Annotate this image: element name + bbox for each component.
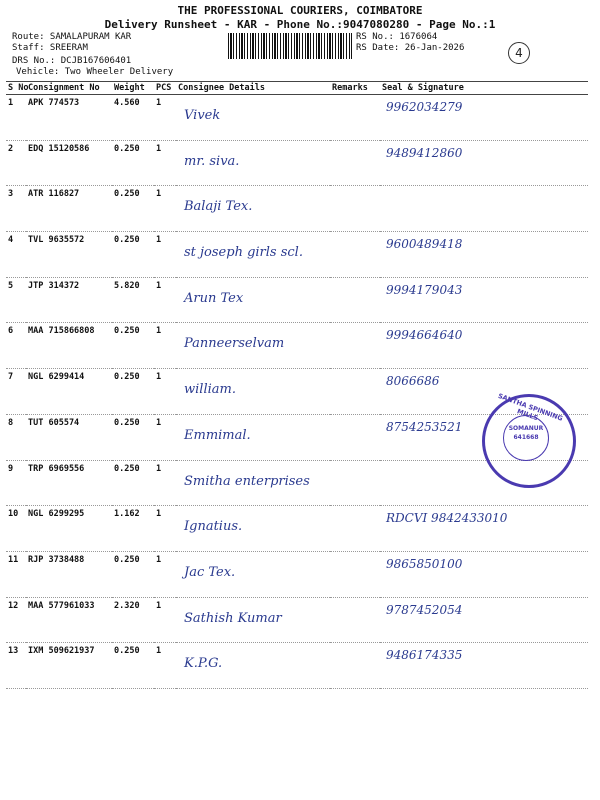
row-pcs: 1 (154, 597, 176, 643)
col-pcs: PCS (154, 82, 176, 95)
row-pcs: 1 (154, 460, 176, 506)
consignee-handwriting: st joseph girls scl. (184, 245, 303, 261)
row-sno: 6 (6, 323, 26, 369)
consignee-handwriting: Jac Tex. (184, 564, 236, 580)
row-sno: 3 (6, 186, 26, 232)
stamp-ring-text: SANTHA SPINNING MILLS (496, 391, 564, 423)
row-remarks (330, 95, 380, 141)
consignee-handwriting: Ignatius. (184, 519, 243, 535)
row-signature (380, 232, 588, 278)
signature-handwriting: 9994664640 (386, 328, 463, 343)
table-row (6, 277, 588, 323)
signature-handwriting: 9600489418 (386, 237, 463, 252)
row-sno: 1 (6, 95, 26, 141)
row-remarks (330, 140, 380, 186)
table-row (6, 643, 588, 689)
rs-date: RS Date: 26-Jan-2026 (356, 43, 465, 53)
row-pcs: 1 (154, 414, 176, 460)
row-remarks (330, 597, 380, 643)
row-remarks (330, 186, 380, 232)
runsheet-subtitle: Delivery Runsheet - KAR - Phone No.:9047080280 - Page No.:1 (104, 18, 496, 31)
consignee-handwriting: Balaji Tex. (184, 199, 253, 215)
row-pcs: 1 (154, 506, 176, 552)
row-consignment: EDQ 15120586 (26, 140, 112, 186)
company-seal-stamp (482, 391, 576, 488)
table-row (6, 551, 588, 597)
row-consignee (176, 323, 330, 369)
row-remarks (330, 551, 380, 597)
table-row (6, 232, 588, 278)
row-pcs: 1 (154, 323, 176, 369)
row-sno: 13 (6, 643, 26, 689)
row-consignee (176, 597, 330, 643)
table-row (6, 597, 588, 643)
vehicle-label: Vehicle: Two Wheeler Delivery (16, 67, 174, 77)
row-pcs: 1 (154, 186, 176, 232)
rs-number: RS No.: 1676064 (356, 32, 438, 42)
row-weight: 0.250 (112, 232, 154, 278)
row-consignee (176, 369, 330, 415)
row-weight: 5.820 (112, 277, 154, 323)
row-remarks (330, 232, 380, 278)
row-sno: 9 (6, 460, 26, 506)
row-consignee (176, 643, 330, 689)
staff-label: Staff: SREERAM (12, 43, 88, 53)
row-weight: 1.162 (112, 506, 154, 552)
row-weight: 2.320 (112, 597, 154, 643)
consignee-handwriting: Vivek (184, 108, 221, 123)
signature-handwriting: 9865850100 (386, 556, 463, 571)
row-consignee (176, 277, 330, 323)
consignee-handwriting: william. (184, 382, 236, 398)
row-sno: 5 (6, 277, 26, 323)
row-consignment: NGL 6299295 (26, 506, 112, 552)
col-sno: S No (8, 83, 29, 93)
row-pcs: 1 (154, 140, 176, 186)
row-weight: 0.250 (112, 323, 154, 369)
row-consignment: IXM 509621937 (26, 643, 112, 689)
runsheet-table (6, 81, 588, 689)
row-sno: 8 (6, 414, 26, 460)
row-consignee (176, 232, 330, 278)
consignee-handwriting: Smitha enterprises (184, 473, 310, 489)
row-signature (380, 140, 588, 186)
row-signature (380, 551, 588, 597)
row-weight: 4.560 (112, 95, 154, 141)
consignee-handwriting: Panneerselvam (184, 336, 285, 352)
drs-number: DRS No.: DCJB167606401 (12, 56, 132, 66)
consignee-handwriting: Emmimal. (184, 427, 251, 443)
row-remarks (330, 277, 380, 323)
table-row (6, 186, 588, 232)
row-signature (380, 277, 588, 323)
row-remarks (330, 506, 380, 552)
col-weight: Weight (112, 82, 154, 95)
row-consignment: RJP 3738488 (26, 551, 112, 597)
row-consignee (176, 95, 330, 141)
row-remarks (330, 643, 380, 689)
row-consignment: MAA 715866808 (26, 323, 112, 369)
consignee-handwriting: mr. siva. (184, 153, 240, 169)
row-consignee (176, 140, 330, 186)
signature-handwriting: 9994179043 (386, 282, 463, 297)
consignee-handwriting: Sathish Kumar (184, 610, 282, 626)
row-consignment: APK 774573 (26, 95, 112, 141)
row-consignee (176, 186, 330, 232)
stamp-center-text: SOMANUR 641668 (503, 415, 549, 461)
row-consignment: NGL 6299414 (26, 369, 112, 415)
row-signature (380, 643, 588, 689)
consignee-handwriting: Arun Tex (184, 290, 244, 306)
row-consignment: JTP 314372 (26, 277, 112, 323)
signature-handwriting: 9962034279 (386, 100, 463, 114)
row-remarks (330, 369, 380, 415)
row-remarks (330, 323, 380, 369)
row-weight: 0.250 (112, 140, 154, 186)
row-consignee (176, 506, 330, 552)
table-row (6, 140, 588, 186)
row-consignment: TRP 6969556 (26, 460, 112, 506)
row-consignment: TUT 605574 (26, 414, 112, 460)
row-signature (380, 186, 588, 232)
row-pcs: 1 (154, 643, 176, 689)
signature-handwriting: 8754253521 (386, 419, 463, 434)
row-pcs: 1 (154, 369, 176, 415)
barcode (228, 33, 352, 59)
row-weight: 0.250 (112, 551, 154, 597)
row-weight: 0.250 (112, 414, 154, 460)
company-title: THE PROFESSIONAL COURIERS, COIMBATORE (177, 4, 423, 17)
col-consignment: Consignment No (26, 82, 112, 95)
row-sno: 2 (6, 140, 26, 186)
row-sno: 4 (6, 232, 26, 278)
row-consignee (176, 551, 330, 597)
col-signature: Seal & Signature (380, 82, 588, 95)
consignee-handwriting: K.P.G. (184, 656, 223, 672)
row-signature (380, 323, 588, 369)
row-weight: 0.250 (112, 369, 154, 415)
circled-page-number: 4 (508, 42, 530, 64)
row-consignment: ATR 116827 (26, 186, 112, 232)
row-sno: 12 (6, 597, 26, 643)
row-consignment: MAA 577961033 (26, 597, 112, 643)
col-remarks: Remarks (330, 82, 380, 95)
table-row (6, 506, 588, 552)
signature-handwriting: 9489412860 (386, 145, 463, 160)
signature-handwriting: 9486174335 (386, 648, 463, 663)
row-weight: 0.250 (112, 643, 154, 689)
row-pcs: 1 (154, 232, 176, 278)
row-pcs: 1 (154, 277, 176, 323)
table-row (6, 95, 588, 141)
row-pcs: 1 (154, 551, 176, 597)
table-header-row (6, 82, 588, 95)
col-consignee: Consignee Details (176, 82, 330, 95)
row-sno: 7 (6, 369, 26, 415)
row-consignee (176, 414, 330, 460)
signature-handwriting: 9787452054 (386, 602, 463, 617)
row-sno: 10 (6, 506, 26, 552)
row-weight: 0.250 (112, 186, 154, 232)
row-signature (380, 95, 588, 141)
route-label: Route: SAMALAPURAM KAR (12, 32, 132, 42)
row-sno: 11 (6, 551, 26, 597)
row-pcs: 1 (154, 95, 176, 141)
row-weight: 0.250 (112, 460, 154, 506)
row-signature (380, 506, 588, 552)
row-signature (380, 597, 588, 643)
signature-handwriting: 8066686 (386, 374, 440, 389)
row-consignee (176, 460, 330, 506)
table-row (6, 323, 588, 369)
row-consignment: TVL 9635572 (26, 232, 112, 278)
signature-handwriting: RDCVI 9842433010 (386, 511, 508, 526)
row-remarks (330, 414, 380, 460)
row-remarks (330, 460, 380, 506)
